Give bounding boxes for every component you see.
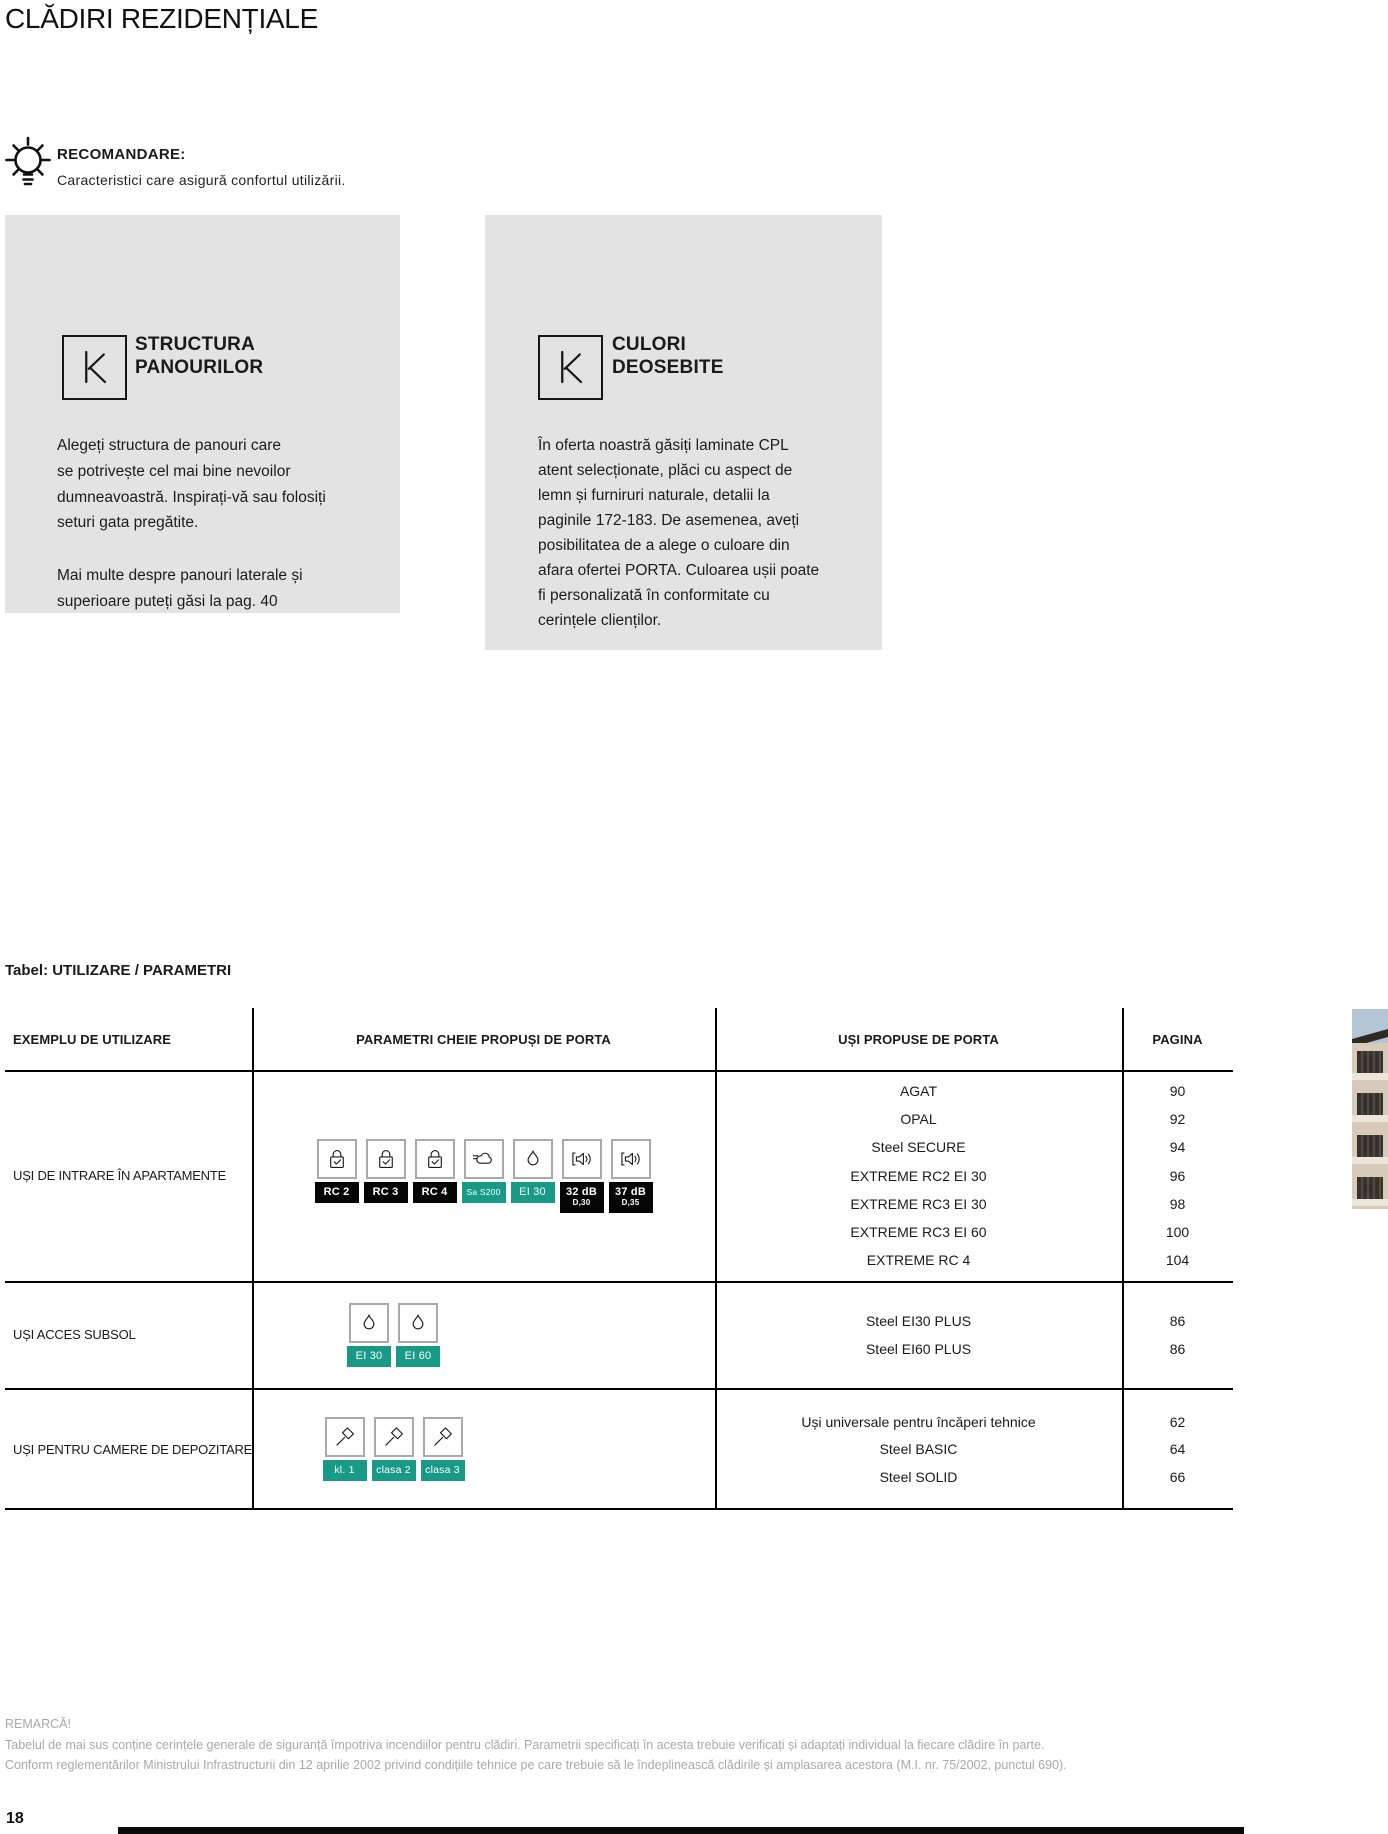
door-name: EXTREME RC2 EI 30 [850, 1167, 987, 1184]
bottom-decorative-bar [118, 1827, 1244, 1834]
flame-icon [513, 1139, 553, 1179]
text-line: Tabelul de mai sus conține cerințele generale de siguranță împotriva incendiilor pentru clădiri. Parametrii specificați în acesta trebuie verificați și adaptați individual la fiecare clădire în parte. [5, 1737, 1045, 1752]
text-line: paginile 172-183. De asemenea, aveți [538, 512, 800, 529]
parameter-rc-3 [364, 1139, 408, 1213]
doors-list [715, 1070, 1122, 1281]
remark-title: REMARCĂ! [5, 1717, 71, 1731]
text-line: superioare puteți găsi la pag. 40 [57, 592, 278, 610]
parameter-ei-60 [396, 1303, 440, 1367]
table-row [5, 1070, 1233, 1281]
parameter-badge: RC 4 [413, 1182, 457, 1203]
door-name: Steel SOLID [879, 1468, 958, 1485]
parameter-icons [345, 1303, 443, 1367]
padlock-check-icon [415, 1139, 455, 1179]
title-line: CULORI [612, 334, 687, 355]
building-photo [1352, 1009, 1388, 1209]
text-line: Conform reglementărilor Ministrului Infrastructurii din 12 aprilie 2002 privind condițiile tehnice pe care trebuie să le îndeplinească clădirile și amplasarea acestora (M.I. nr. 75/2002, punctul 690). [5, 1758, 1067, 1772]
text-line: În oferta noastră găsiți laminate CPL [538, 437, 789, 454]
feature-box-paragraph [538, 433, 819, 633]
door-page: 100 [1165, 1223, 1190, 1240]
recommendation-heading: RECOMANDARE: [57, 146, 186, 163]
usage-label: UȘI PENTRU CAMERE DE DEPOZITARE [13, 1441, 253, 1457]
feature-box-paragraph [57, 433, 326, 536]
feature-box-paragraph [57, 563, 303, 615]
usage-label: UȘI DE INTRARE ÎN APARTAMENTE [13, 1168, 227, 1183]
parameter-clasa-2 [372, 1417, 416, 1481]
parameter-rc-2 [315, 1139, 359, 1213]
door-page: 94 [1169, 1139, 1186, 1156]
text-line: Alegeți structura de panouri care [57, 437, 282, 454]
page-number: 18 [6, 1810, 24, 1827]
parameter-ei-30 [511, 1139, 555, 1213]
text-line: afara ofertei PORTA. Culoarea ușii poate [538, 562, 820, 579]
text-line: dumneavoastră. Inspirați-vă sau folosiți [57, 488, 326, 506]
padlock-check-icon [366, 1139, 406, 1179]
text-line: atent selecționate, plăci cu aspect de [538, 462, 793, 479]
pages-list [1122, 1281, 1233, 1388]
title-line: DEOSEBITE [612, 357, 724, 378]
feature-box-title [612, 333, 724, 379]
door-page: 96 [1169, 1167, 1186, 1184]
table-row [5, 1388, 1233, 1510]
table-title: Tabel: UTILIZARE / PARAMETRI [5, 962, 232, 979]
door-page: 92 [1169, 1111, 1186, 1128]
parameter-badge: 37 dB D,35 [609, 1182, 653, 1213]
recommendation-text: Caracteristici care asigură confortul utilizării. [57, 172, 346, 188]
parameter-kl-1 [323, 1417, 367, 1481]
feature-box-title [135, 333, 263, 379]
text-line: lemn și furniruri naturale, detalii la [538, 487, 770, 504]
door-page: 62 [1169, 1413, 1186, 1430]
parameter-badge: RC 2 [315, 1182, 359, 1203]
title-line: STRUCTURA [135, 334, 256, 355]
feature-box-special-colors [485, 215, 882, 650]
text-line: seturi gata pregătite. [57, 514, 199, 532]
parameter-badge: kl. 1 [323, 1460, 367, 1481]
parameter-sa-s200 [462, 1139, 506, 1213]
door-name: Steel EI60 PLUS [865, 1340, 972, 1357]
door-page: 66 [1169, 1468, 1186, 1485]
parameter-ei-30 [347, 1303, 391, 1367]
door-name: Uși universale pentru încăperi tehnice [801, 1413, 1036, 1430]
door-name: EXTREME RC3 EI 60 [850, 1223, 987, 1240]
parameter-clasa-3 [421, 1417, 465, 1481]
parameter-badge: Sa S200 [462, 1182, 506, 1203]
parameter-badge: EI 30 [511, 1182, 555, 1203]
remark-text [5, 1735, 1067, 1776]
parameter-rc-4 [413, 1139, 457, 1213]
parameter-icons [312, 1139, 655, 1213]
parameter-32-db [560, 1139, 604, 1213]
door-page: 86 [1169, 1312, 1186, 1329]
door-name: EXTREME RC3 EI 30 [850, 1195, 987, 1212]
usage-label: UȘI ACCES SUBSOL [13, 1327, 136, 1342]
page-title: CLĂDIRI REZIDENȚIALE [5, 3, 318, 34]
door-name: EXTREME RC 4 [866, 1252, 971, 1269]
door-page: 98 [1169, 1195, 1186, 1212]
door-name: Steel EI30 PLUS [865, 1312, 972, 1329]
hammer-icon [374, 1417, 414, 1457]
header-usage-example: EXEMPLU DE UTILIZARE [13, 1031, 172, 1047]
text-line: cerințele clienților. [538, 612, 662, 629]
lightbulb-icon [4, 134, 52, 200]
title-line: PANOURILOR [135, 357, 264, 378]
door-page: 104 [1165, 1252, 1190, 1269]
doors-list [715, 1388, 1122, 1510]
k-panel-icon [62, 335, 127, 400]
parameter-badge: 32 dB D,30 [560, 1182, 604, 1213]
speaker-icon [611, 1139, 651, 1179]
text-line: fi personalizată în conformitate cu [538, 587, 770, 604]
smoke-icon [464, 1139, 504, 1179]
speaker-icon [562, 1139, 602, 1179]
hammer-icon [325, 1417, 365, 1457]
parameter-badge: clasa 3 [421, 1460, 465, 1481]
footer-remark [5, 1714, 1067, 1776]
door-name: Steel SECURE [871, 1139, 966, 1156]
door-page: 90 [1169, 1082, 1186, 1099]
parameter-icons [320, 1417, 467, 1481]
feature-box-panel-structure [5, 215, 400, 613]
door-page: 64 [1169, 1441, 1186, 1457]
parameter-badge: EI 60 [396, 1346, 440, 1367]
header-proposed-doors: UȘI PROPUSE DE PORTA [838, 1031, 999, 1047]
door-name: Steel BASIC [879, 1441, 958, 1457]
table-row [5, 1281, 1233, 1388]
k-panel-icon [538, 335, 603, 400]
flame-icon [398, 1303, 438, 1343]
pages-list [1122, 1070, 1233, 1281]
header-page: PAGINA [1152, 1031, 1203, 1047]
door-name: OPAL [900, 1111, 937, 1128]
table-header-row [5, 1008, 1233, 1070]
hammer-icon [423, 1417, 463, 1457]
text-line: se potrivește cel mai bine nevoilor [57, 462, 291, 480]
parameter-37-db [609, 1139, 653, 1213]
door-name: AGAT [899, 1082, 938, 1099]
parameter-badge: EI 30 [347, 1346, 391, 1367]
door-page: 86 [1169, 1340, 1186, 1357]
text-line: posibilitatea de a alege o culoare din [538, 537, 790, 554]
parameter-badge: clasa 2 [372, 1460, 416, 1481]
doors-list [715, 1281, 1122, 1388]
text-line: Mai multe despre panouri laterale și [57, 567, 303, 584]
flame-icon [349, 1303, 389, 1343]
usage-parameters-table [5, 1008, 1233, 1512]
header-key-parameters: PARAMETRI CHEIE PROPUȘI DE PORTA [356, 1031, 611, 1047]
pages-list [1122, 1388, 1233, 1510]
padlock-check-icon [317, 1139, 357, 1179]
parameter-badge: RC 3 [364, 1182, 408, 1203]
